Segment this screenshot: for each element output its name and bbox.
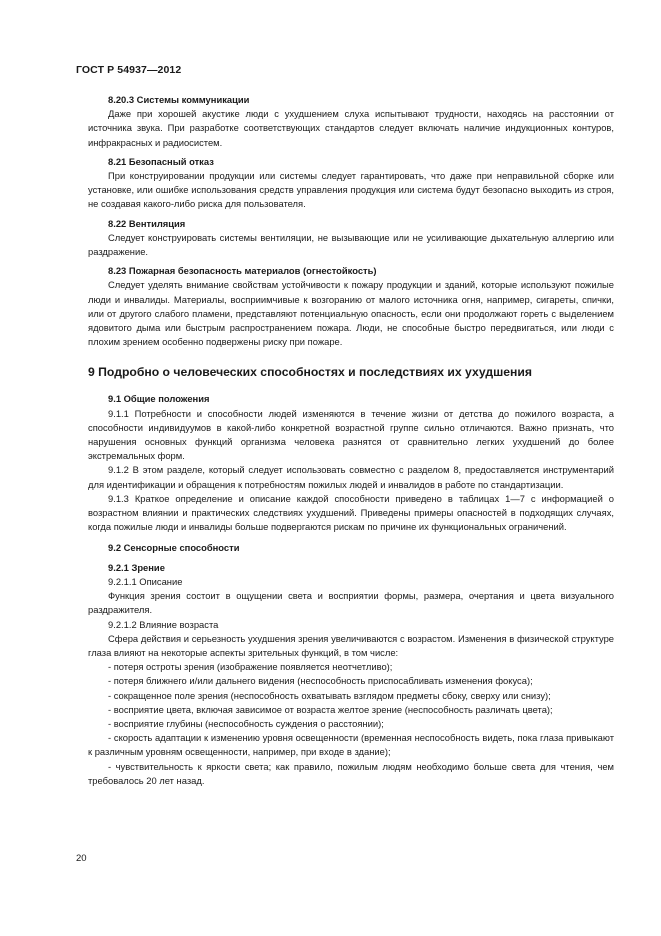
paragraph-9-1-2: 9.1.2 В этом разделе, который следует использовать совместно с разделом 8, предоставляется инструментарий для идентификации и обращения к потребностям пожилых людей и инвалидов в работе по стандартизации. [88,464,614,490]
heading-8-23: 8.23 Пожарная безопасность материалов (огнестойкость) [108,265,377,277]
label-9-2-1-2: 9.2.1.2 Влияние возраста [108,618,219,630]
list-item: - чувствительность к яркости света; как правило, пожилым людям необходимо больше света для чтения, чем требовалось 20 лет назад. [88,760,614,786]
paragraph: При конструировании продукции или системы следует гарантировать, что даже при неправильной сборке или установке, или ошибке использования средств управления продукция или система будут безопасно выходить из строя, не создавая какого-либо риска для пользователя. [88,170,614,210]
paragraph-9-1-3: 9.1.3 Краткое определение и описание каждой способности приведено в таблицах 1—7 с информацией о возрастном влиянии и практических следствиях ухудшений. Приведены примеры опасностей в подходящих случаях, когда пожилые люди и инвалиды больше подвергаются рискам по причине их функциональных ограничений. [88,492,614,533]
list-item: - восприятие глубины (неспособность суждения о расстоянии); [108,717,384,729]
list-item: - сокращенное поле зрения (неспособность охватывать взглядом предметы сбоку, сверху или снизу); [108,689,551,701]
label-9-2-1-1: 9.2.1.1 Описание [108,575,183,587]
standard-header: ГОСТ Р 54937—2012 [76,64,182,76]
paragraph: Следует конструировать системы вентиляции, не вызывающие или не усиливающие дыхательную аллергию или раздражение. [88,231,614,258]
list-item: - скорость адаптации к изменению уровня освещенности (временная неспособность видеть, пока глаза привыкают к различным уровням освещенности, например, при входе в здание); [88,732,614,758]
paragraph: Даже при хорошей акустике люди с ухудшением слуха испытывают трудности, находясь на расстоянии от источника звука. При разработке соответствующих стандартов следует включать наличие индукционных контуров, инфракрасных и радиосистем. [88,108,614,148]
heading-9-2-1: 9.2.1 Зрение [108,561,165,573]
heading-8-20-3: 8.20.3 Системы коммуникации [108,94,250,105]
page-number: 20 [76,853,87,864]
heading-9-1: 9.1 Общие положения [108,393,210,405]
page-content [88,93,614,788]
paragraph-9-1-1: 9.1.1 Потребности и способности людей изменяются в течение жизни от детства до пожилого возраста, а способности индивидуумов в какой-либо конкретной возрастной группе сильно отличаются. Важно признать, что нарушения основных функций организма человека разнятся от сравнительно легких ухудшений до более экстремальных форм. [88,407,614,462]
heading-8-21: 8.21 Безопасный отказ [108,155,214,167]
heading-9-2: 9.2 Сенсорные способности [108,542,240,554]
list-item: - потеря ближнего и/или дальнего видения (неспособность приспосабливать изменения фокуса); [108,675,533,687]
list-item: - потеря остроты зрения (изображение появляется неотчетливо); [108,661,393,673]
section-9-title: 9 Подробно о человеческих способностях и последствиях их ухудшения [88,365,533,380]
paragraph: Сфера действия и серьезность ухудшения зрения увеличиваются с возрастом. Изменения в физической структуре глаза влияют на некоторые аспекты зрительных функций, в том числе: [88,632,614,658]
list-item: - восприятие цвета, включая зависимое от возраста желтое зрение (неспособность различать цвета); [108,703,553,715]
paragraph: Следует уделять внимание свойствам устойчивости к пожару продукции и зданий, которые используют пожилые люди и инвалиды. Материалы, восприимчивые к возгоранию от малого источника огня, например, сигареты, спички, или от другого слабого пламени, представляют потенциальную опасность, если они продолжают гореть с выделением ядовитого дыма или быстрым распространением пожара. Люди, не способные быстро передвигаться, или люди с плохим зрением особенно подвержены риску при пожаре. [88,279,614,348]
heading-8-22: 8.22 Вентиляция [108,217,186,229]
paragraph: Функция зрения состоит в ощущении света и восприятии формы, размера, очертания и цвета визуального раздражителя. [88,590,614,616]
